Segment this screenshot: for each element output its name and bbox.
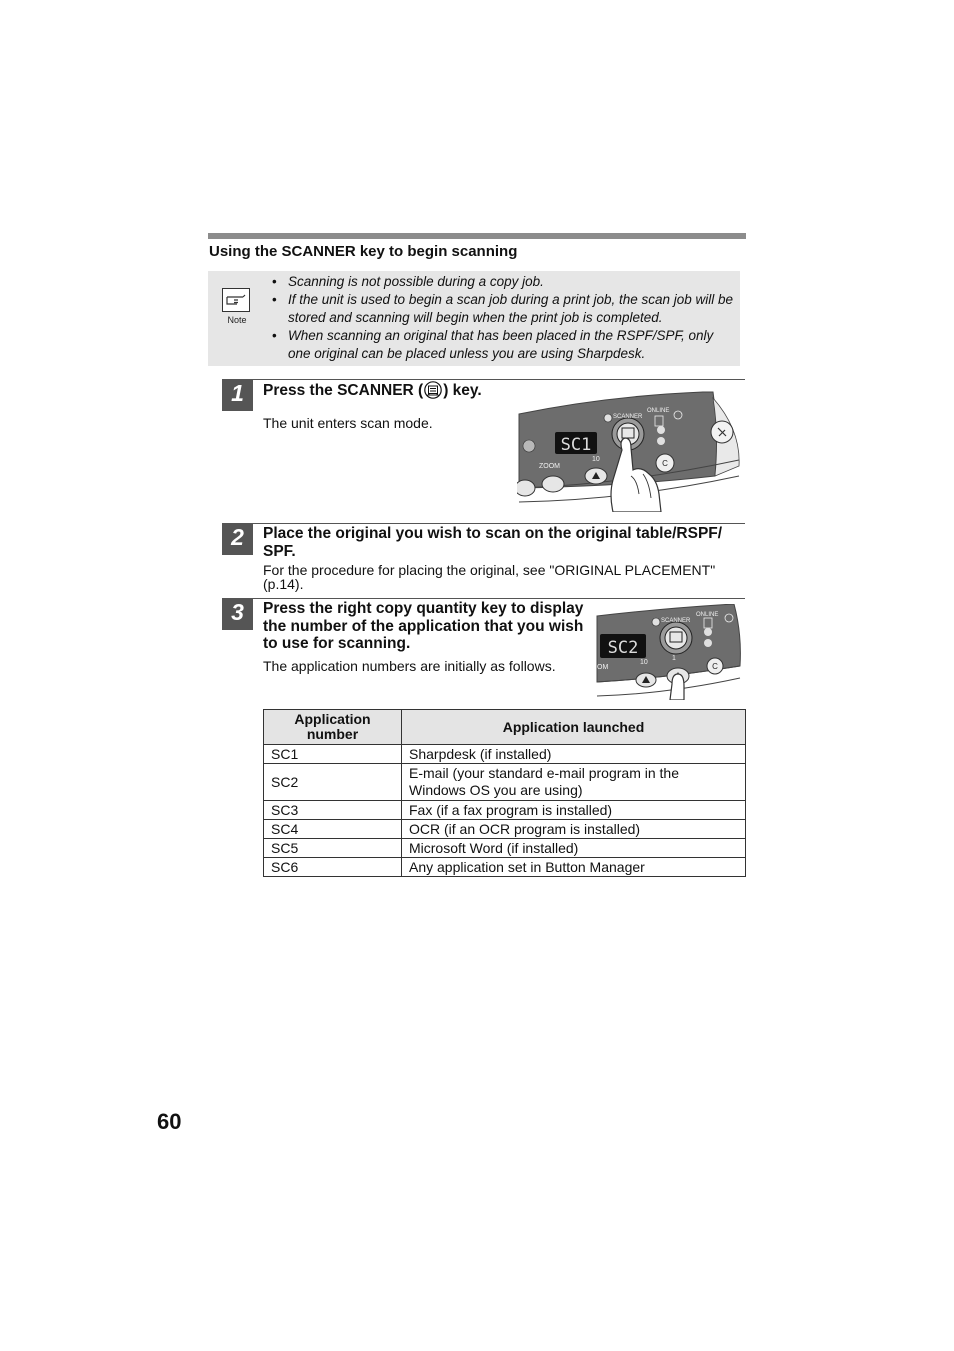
panel-2-one-label: 1 [672,655,676,662]
note-list [272,273,734,363]
step-1-title [263,381,482,400]
step-3-title: Press the right copy quantity key to display the number of the application that you wish to use for scanning. [263,600,584,652]
application-launched-cell: OCR (if an OCR program is installed) [402,820,746,839]
step-2-number: 2 [222,523,253,555]
step-3-number: 3 [222,598,253,630]
table-row [264,764,746,801]
application-number-cell: SC6 [264,858,402,877]
panel-2-display: SC2 [607,638,639,658]
note-item: • Scanning is not possible during a copy job. [272,273,734,291]
step-1-title-start: Press the SCANNER ( [263,382,424,399]
table-row [264,858,746,877]
scanner-key-icon [423,381,443,399]
table-row [264,745,746,764]
table-header-row [264,710,746,745]
panel-2-online-label: ONLINE [696,612,719,618]
note-item: • When scanning an original that has been placed in the RSPF/SPF, only one original can be placed unless you are using Sharpdesk. [272,327,734,363]
column-header-application-launched: Application launched [402,710,746,745]
application-number-cell: SC2 [264,764,402,801]
application-table [263,709,746,877]
table-row [264,820,746,839]
note-box [208,271,740,366]
application-launched-cell: E-mail (your standard e-mail program in the Windows OS you are using) [402,764,746,801]
pointing-hand-icon [222,288,250,312]
step-3-rule [222,598,745,599]
panel-1-zoom-label: ZOOM [539,463,560,470]
application-launched-cell: Any application set in Button Manager [402,858,746,877]
panel-2-c-label: C [712,662,718,671]
note-label: Note [227,315,247,325]
column-header-application-number: Application number [264,710,402,745]
step-1-text: The unit enters scan mode. [263,415,433,431]
application-number-cell: SC3 [264,801,402,820]
step-1-rule [222,379,745,380]
section-title: Using the SCANNER key to begin scanning [209,243,518,260]
panel-2-zoom-label: OM [597,664,609,671]
panel-2-ten-label: 10 [640,659,648,666]
application-number-cell: SC4 [264,820,402,839]
table-row [264,839,746,858]
step-2-rule [222,523,745,524]
application-number-cell: SC5 [264,839,402,858]
panel-1-online-label: ONLINE [647,408,670,414]
step-1-number: 1 [222,379,253,411]
panel-1-ten-label: 10 [592,456,600,463]
application-launched-cell: Sharpdesk (if installed) [402,745,746,764]
application-number-cell: SC1 [264,745,402,764]
panel-1-scanner-label: SCANNER [613,414,643,420]
control-panel-illustration-2 [596,604,742,700]
control-panel-illustration-1 [517,390,741,512]
step-3-text: The application numbers are initially as follows. [263,658,556,674]
table-row [264,801,746,820]
panel-1-c-label: C [662,459,668,468]
section-top-rule [208,233,746,239]
panel-1-display: SC1 [560,435,592,455]
step-2-text: For the procedure for placing the original, see "ORIGINAL PLACEMENT" (p.14). [263,562,716,592]
step-2-title: Place the original you wish to scan on the original table/RSPF/ SPF. [263,525,723,560]
panel-2-scanner-label: SCANNER [661,618,691,624]
application-launched-cell: Fax (if a fax program is installed) [402,801,746,820]
page-number: 60 [157,1109,182,1134]
step-1-title-end: ) key. [443,382,482,399]
note-item: • If the unit is used to begin a scan job during a print job, the scan job will be stored and scanning will begin when the print job is completed. [272,291,734,327]
application-launched-cell: Microsoft Word (if installed) [402,839,746,858]
